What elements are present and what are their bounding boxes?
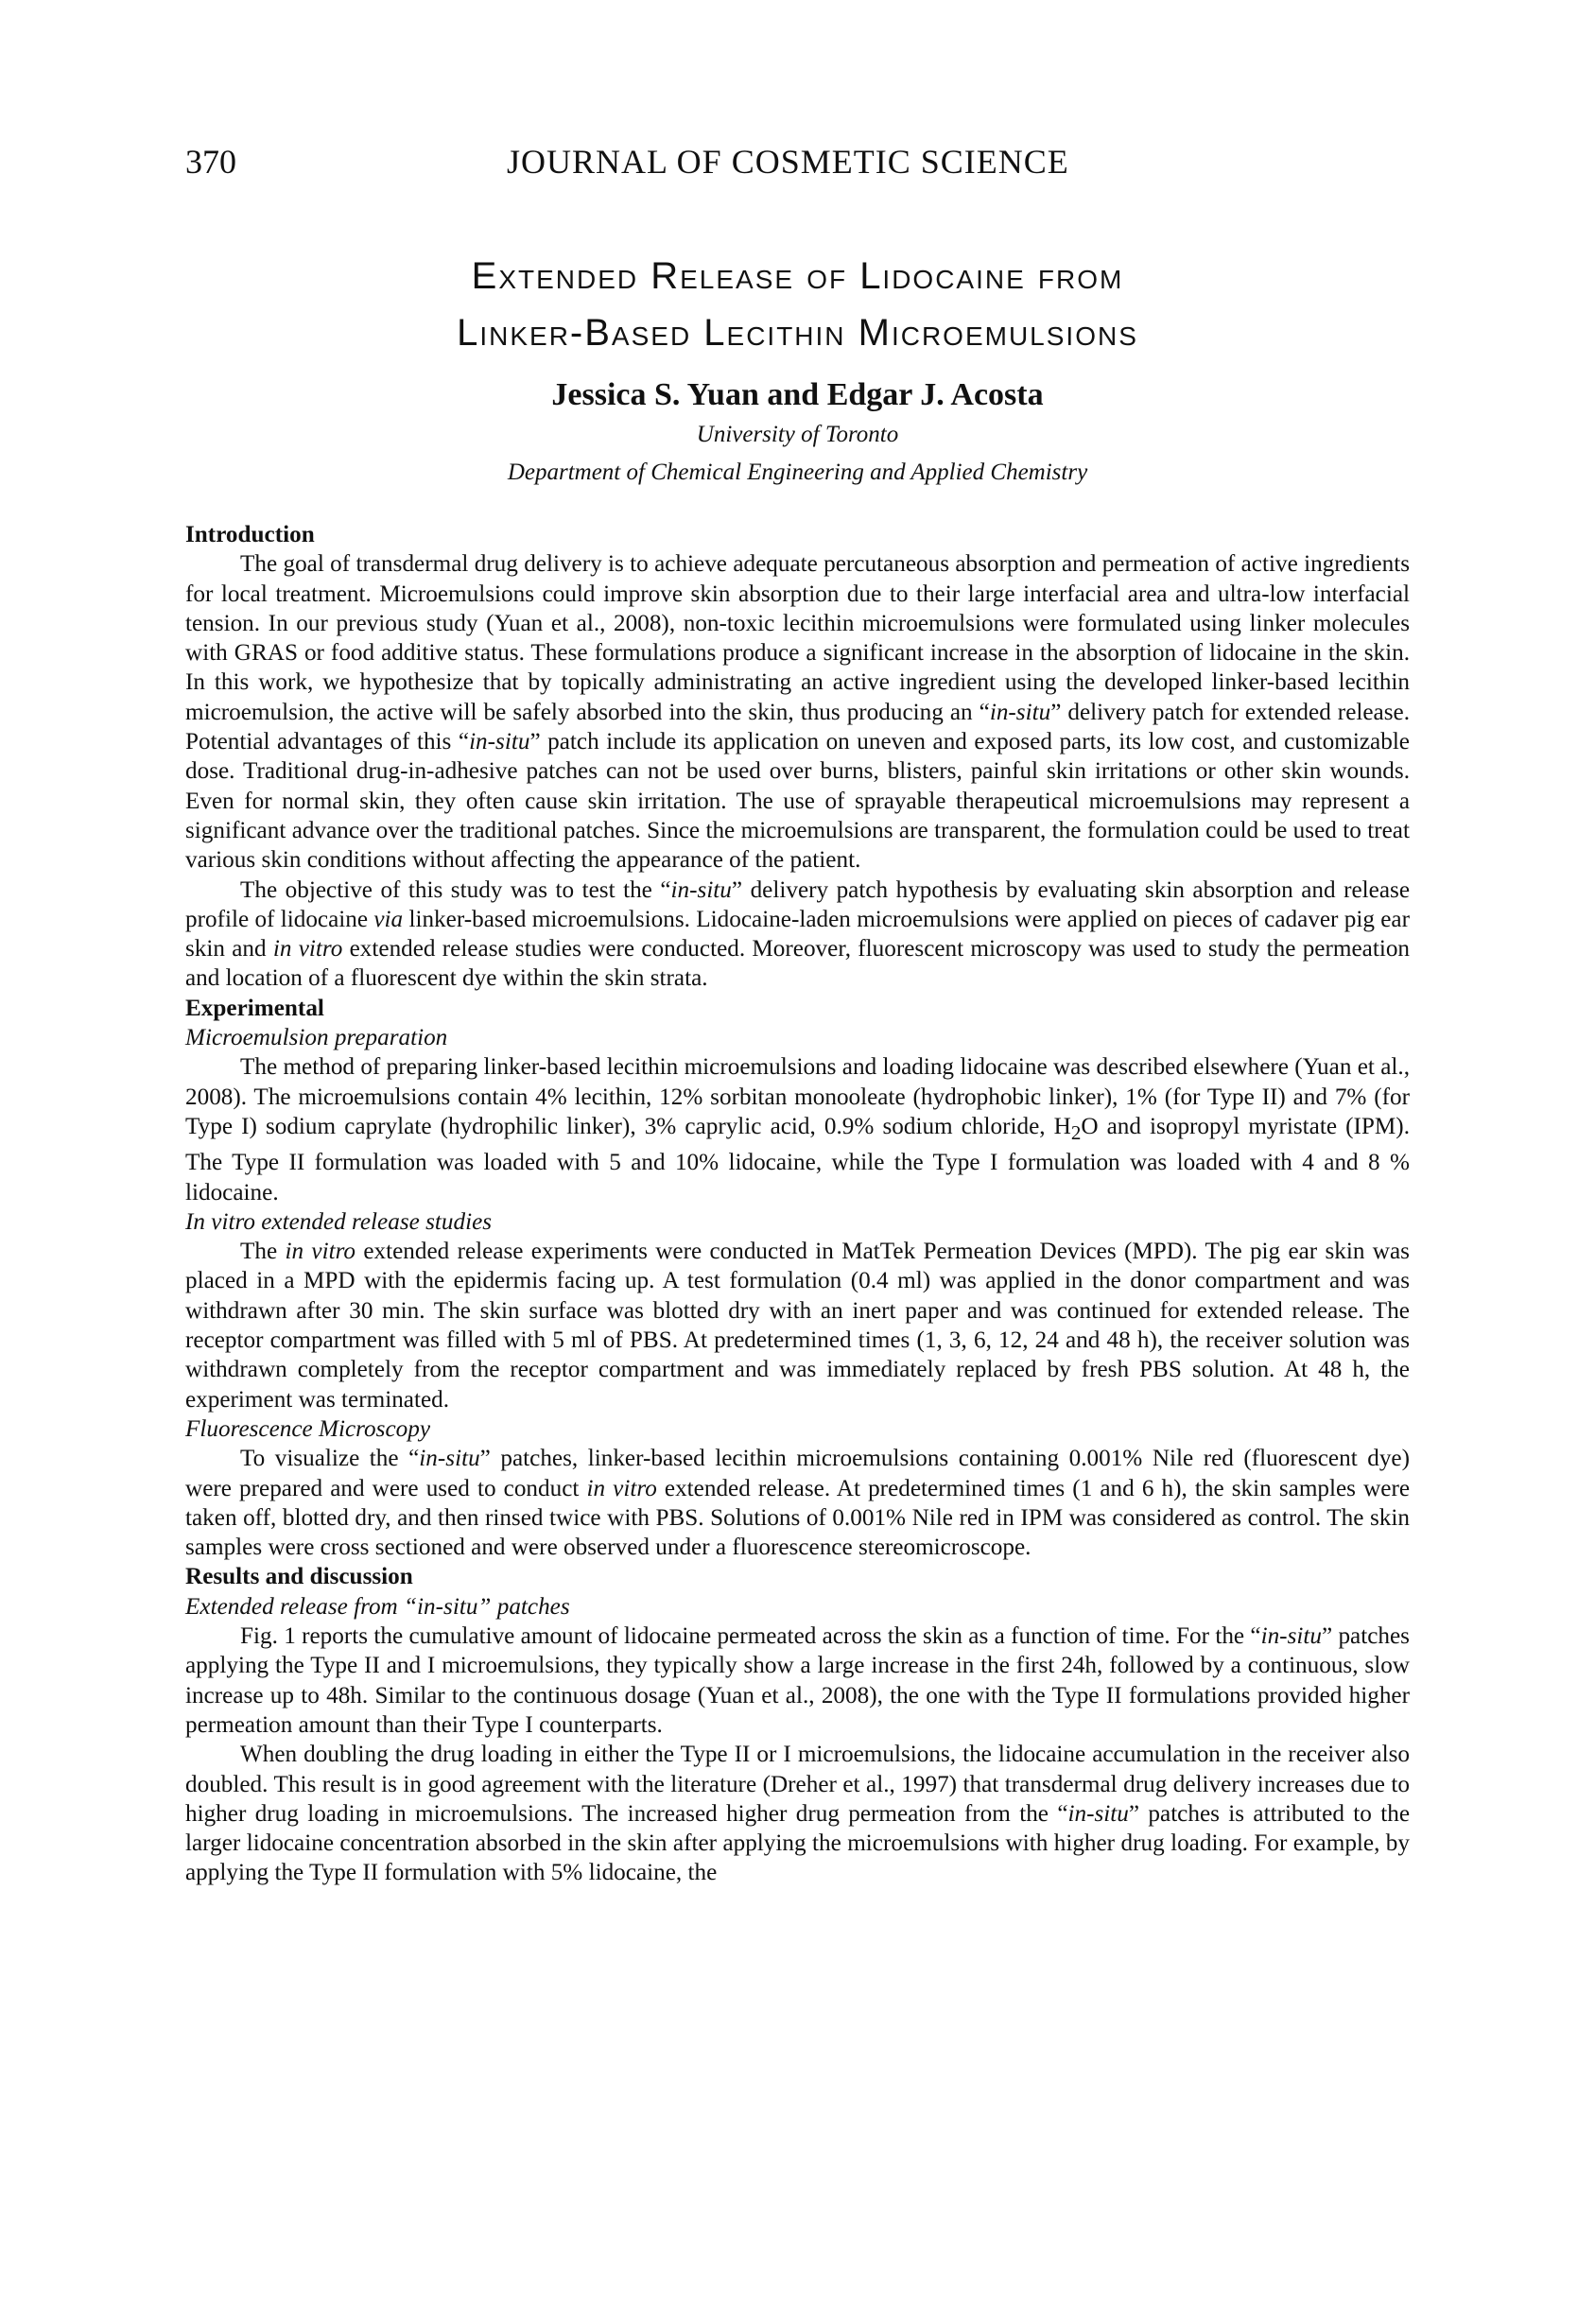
affiliation-university: University of Toronto [696, 422, 899, 447]
text-run-italic: in-situ [419, 1446, 480, 1472]
section-heading-experimental: Experimental [185, 995, 324, 1021]
text-run-italic: in-situ [1260, 1623, 1322, 1650]
paragraph-results-2 [185, 1740, 1410, 1887]
subheading-fluorescence-microscopy: Fluorescence Microscopy [185, 1415, 430, 1442]
text-run: The method of preparing linker-based lecithin microemulsions and loading lidocaine was described elsewhere (Yuan et al., 2008). The microemulsions contain 4% lecithin, 12% sorbitan monooleate (hydrophobic linker), 1% (for Type II) and 7% (for Type I) sodium caprylate (hydrophilic linker), 3% caprylic acid, 0.9% sodium chloride, H [185, 1054, 1410, 1139]
affiliation-department: Department of Chemical Engineering and Applied Chemistry [507, 460, 1088, 485]
page-header [185, 142, 1414, 199]
text-run-italic: in-situ [989, 699, 1051, 725]
authors: Jessica S. Yuan and Edgar J. Acosta [551, 377, 1044, 412]
text-run: ” delivery patch hypothesis by evaluating skin absorption and release profile of lidocaine [185, 876, 1410, 932]
article-title-line-2: Linker-Based Lecithin Microemulsions [457, 312, 1138, 354]
text-run-italic: via [373, 906, 404, 932]
section-heading-results: Results and discussion [185, 1564, 413, 1590]
title-block [0, 248, 1595, 492]
paragraph-exp-1 [185, 1052, 1410, 1207]
text-run: linker-based microemulsions. Lidocaine-laden microemulsions were applied on pieces of cadaver pig ear skin and [185, 906, 1410, 963]
text-run-italic: in-situ [469, 729, 530, 755]
text-run: The objective of this study was to test the “ [240, 876, 671, 903]
article-body [185, 520, 1410, 1888]
paragraph-exp-3 [185, 1444, 1410, 1562]
text-run-italic: in vitro [586, 1475, 657, 1501]
text-run: The goal of transdermal drug delivery is to achieve adequate percutaneous absorption and permeation of active ingredients for local treatment. Microemulsions could improve skin absorption due to their large interfacial area and ultra-low interfacial tension. In our previous study (Yuan et al., 2008), non-toxic lecithin microemulsions were formulated using linker molecules with GRAS or food additive status. These formulations produce a significant increase in the absorption of lidocaine in the skin. In this work, we hypothesize that by topically administrating an active ingredient using the developed linker-based lecithin microemulsion, the active will be safely absorbed into the skin, thus producing an “ [185, 551, 1410, 725]
text-run: When doubling the drug loading in either the Type II or I microemulsions, the lidocaine accumulation in the receiver also doubled. This result is in good agreement with the literature (Dreher et al., 1997) that transdermal drug delivery increases due to higher drug loading in microemulsions. The increased higher drug permeation from the “ [185, 1742, 1410, 1827]
subheading-microemulsion-preparation: Microemulsion preparation [185, 1025, 448, 1051]
paragraph-exp-2 [185, 1237, 1410, 1414]
subheading-extended-release: Extended release from “in-situ” patches [185, 1593, 570, 1620]
text-run-italic: in vitro [285, 1239, 356, 1265]
text-run-italic: in vitro [272, 936, 343, 963]
subscript: 2 [1070, 1120, 1082, 1144]
text-run: extended release. At predetermined times (1 and 6 h), the skin samples were taken off, blotted dry, and then rinsed twice with PBS. Solutions of 0.001% Nile red in IPM was considered as control. The skin samples were cross sectioned and were observed under a fluorescence stereomicroscope. [185, 1475, 1411, 1561]
text-run: extended release studies were conducted. Moreover, fluorescent microscopy was used to study the permeation and location of a fluorescent dye within the skin strata. [185, 936, 1411, 992]
text-run: ” delivery patch for extended release. Potential advantages of this “ [185, 699, 1411, 755]
text-run-italic: in-situ [670, 876, 732, 903]
text-run: extended release experiments were conducted in MatTek Permeation Devices (MPD). The pig ear skin was placed in a MPD with the epidermis facing up. A test formulation (0.4 ml) was applied in the donor compartment and was withdrawn after 30 min. The skin surface was blotted dry with an inert paper and was continued for extended release. The receptor compartment was filled with 5 ml of PBS. At predetermined times (1, 3, 6, 12, 24 and 48 h), the receiver solution was withdrawn completely from the receptor compartment and was immediately replaced by fresh PBS solution. At 48 h, the experiment was terminated. [185, 1239, 1410, 1413]
section-heading-introduction: Introduction [185, 522, 315, 547]
text-run-italic: in-situ [1067, 1800, 1129, 1827]
subheading-in-vitro-release: In vitro extended release studies [185, 1208, 493, 1235]
page-number: 370 [185, 143, 236, 181]
text-run: Fig. 1 reports the cumulative amount of lidocaine permeated across the skin as a function of time. For the “ [240, 1623, 1261, 1650]
text-run: O and isopropyl myristate (IPM). The Type II formulation was loaded with 5 and 10% lidocaine, while the Type I formulation was loaded with 4 and 8 % lidocaine. [185, 1113, 1410, 1205]
text-run: The [240, 1239, 286, 1265]
text-run: ” patches is attributed to the larger lidocaine concentration absorbed in the skin after applying the microemulsions with higher drug loading. For example, by applying the Type II formulation with 5% lidocaine, the [185, 1800, 1411, 1886]
text-run: To visualize the “ [240, 1446, 420, 1472]
paragraph-intro-1 [185, 549, 1410, 875]
text-run: ” patches applying the Type II and I microemulsions, they typically show a large increase in the first 24h, followed by a continuous, slow increase up to 48h. Similar to the continuous dosage (Yuan et al., 2008), the one with the Type II formulations provided higher permeation amount than their Type I counterparts. [185, 1623, 1410, 1738]
paragraph-results-1 [185, 1622, 1410, 1740]
journal-name: JOURNAL OF COSMETIC SCIENCE [507, 143, 1069, 181]
text-run: ” patch include its application on uneven and exposed parts, its low cost, and customizable dose. Traditional drug-in-adhesive patches can not be used over burns, blisters, painful skin irritations or other skin wounds. Even for normal skin, they often cause skin irritation. The use of sprayable therapeutical microemulsions may represent a significant advance over the traditional patches. Since the microemulsions are transparent, the formulation could be used to treat various skin conditions without affecting the appearance of the patient. [185, 729, 1410, 874]
paragraph-intro-2 [185, 876, 1410, 994]
article-title-line-1: Extended Release of Lidocaine from [471, 255, 1124, 297]
text-run: ” patches, linker-based lecithin microemulsions containing 0.001% Nile red (fluorescent dye) were prepared and were used to conduct [185, 1446, 1410, 1501]
